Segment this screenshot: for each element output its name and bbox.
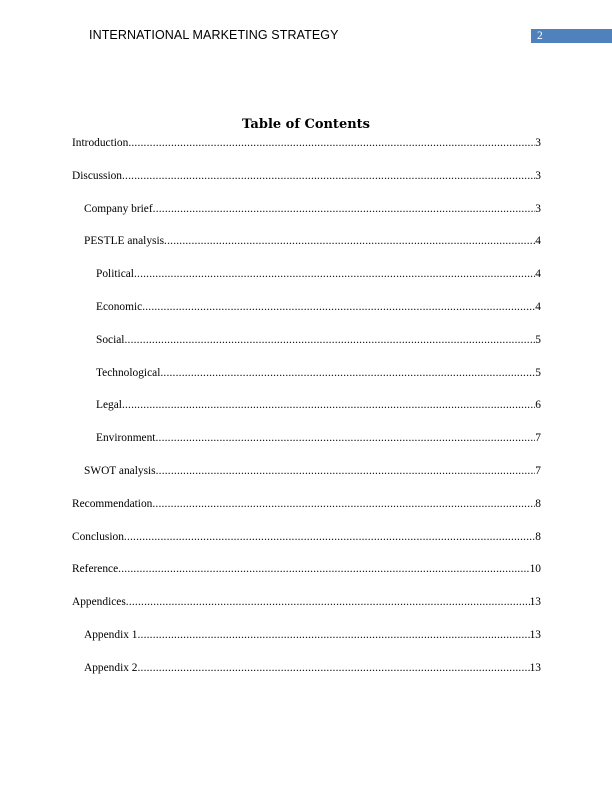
toc-dot-leader (122, 398, 535, 412)
toc-entry[interactable] (72, 366, 541, 399)
toc-dot-leader (122, 169, 535, 183)
toc-entry-page-number[interactable]: 4 (535, 235, 541, 248)
toc-entry-label[interactable]: Reference (72, 563, 119, 576)
toc-entry-label[interactable]: Company brief (84, 202, 153, 215)
toc-entry[interactable] (72, 464, 541, 497)
toc-entry-page-number[interactable]: 4 (535, 300, 541, 313)
toc-entry[interactable] (72, 136, 541, 169)
toc-dot-leader (156, 464, 535, 478)
toc-dot-leader (128, 136, 535, 150)
toc-entry-page-number[interactable]: 13 (529, 628, 541, 641)
toc-entry-page-number[interactable]: 4 (535, 268, 541, 281)
toc-entry-label[interactable]: Discussion (72, 169, 122, 182)
toc-entry[interactable] (72, 300, 541, 333)
toc-entry[interactable] (72, 169, 541, 202)
toc-entry-page-number[interactable]: 7 (535, 432, 541, 445)
toc-entry[interactable] (72, 431, 541, 464)
toc-entry[interactable] (72, 202, 541, 235)
toc-entry[interactable] (72, 333, 541, 366)
toc-entry-label[interactable]: Legal (96, 399, 122, 412)
toc-entry-label[interactable]: Introduction (72, 137, 129, 149)
toc-entry-label[interactable]: Social (96, 333, 125, 346)
toc-entry-page-number[interactable]: 10 (529, 563, 541, 576)
toc-entry[interactable] (72, 267, 541, 300)
toc-entry-page-number[interactable]: 3 (535, 137, 541, 149)
toc-entry-page-number[interactable]: 13 (529, 596, 541, 609)
toc-entry[interactable] (72, 530, 541, 563)
running-header-title: INTERNATIONAL MARKETING STRATEGY (89, 28, 339, 42)
toc-entry[interactable] (72, 562, 541, 595)
toc-entry-label[interactable]: Environment (96, 432, 156, 445)
toc-dot-leader (137, 628, 529, 642)
toc-entry[interactable] (72, 661, 541, 694)
toc-dot-leader (155, 431, 535, 445)
toc-entry-label[interactable]: Conclusion (72, 530, 124, 543)
toc-entry-label[interactable]: Political (96, 268, 134, 281)
toc-entry-page-number[interactable]: 8 (535, 530, 541, 543)
toc-dot-leader (160, 366, 535, 380)
toc-dot-leader (137, 661, 529, 675)
toc-entry[interactable] (72, 398, 541, 431)
toc-entry-page-number[interactable]: 7 (535, 464, 541, 477)
page-number-badge (531, 29, 612, 43)
toc-entry-page-number[interactable]: 3 (535, 169, 541, 182)
toc-dot-leader (142, 300, 535, 314)
toc-entry-page-number[interactable]: 5 (535, 366, 541, 379)
toc-entry-page-number[interactable]: 6 (535, 399, 541, 412)
toc-entry-label[interactable]: PESTLE analysis (84, 235, 165, 248)
toc-heading: Table of Contents (242, 117, 370, 132)
toc-dot-leader (118, 562, 529, 576)
toc-entry[interactable] (72, 595, 541, 628)
toc-entry-label[interactable]: Appendix 1 (84, 628, 138, 641)
toc-entry-label[interactable]: Appendix 2 (84, 661, 138, 674)
toc-dot-leader (124, 333, 535, 347)
toc-dot-leader (126, 595, 530, 609)
toc-entry-label[interactable]: Economic (96, 300, 143, 313)
toc-entry-label[interactable]: Recommendation (72, 497, 153, 510)
toc-dot-leader (153, 202, 535, 216)
toc-dot-leader (152, 497, 535, 511)
toc-entry-page-number[interactable]: 13 (529, 661, 541, 674)
toc-entry-label[interactable]: SWOT analysis (84, 464, 156, 477)
toc-entry-label[interactable]: Technological (96, 366, 161, 379)
toc-entry[interactable] (72, 234, 541, 267)
toc-dot-leader (164, 234, 535, 248)
toc-entry[interactable] (72, 628, 541, 661)
toc-dot-leader (134, 267, 535, 281)
toc-entry[interactable] (72, 497, 541, 530)
toc-entry-page-number[interactable]: 8 (535, 497, 541, 510)
toc-entry-page-number[interactable]: 5 (535, 333, 541, 346)
toc-entry-label[interactable]: Appendices (72, 596, 126, 609)
toc-dot-leader (124, 530, 535, 544)
table-of-contents (72, 136, 541, 694)
page-number: 2 (537, 30, 543, 42)
toc-entry-page-number[interactable]: 3 (535, 202, 541, 215)
